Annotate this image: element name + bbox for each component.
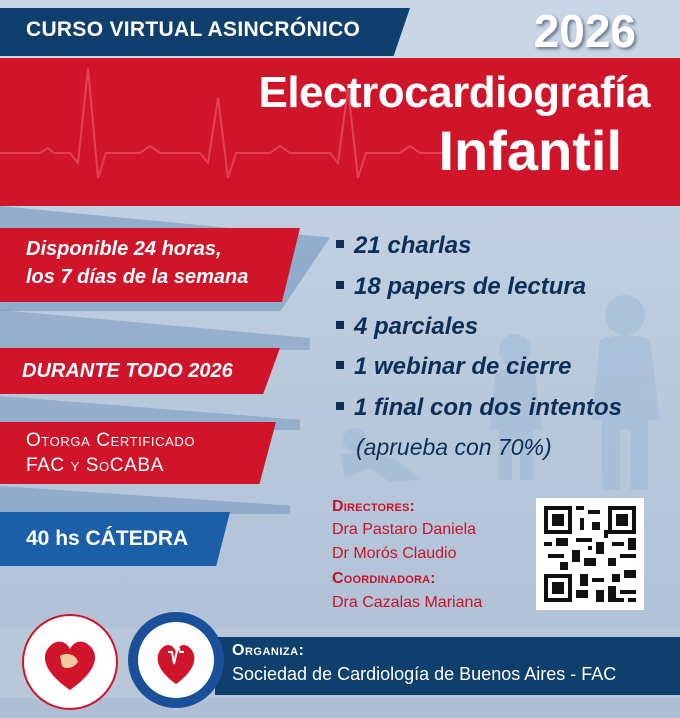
qr-code-icon <box>536 498 644 610</box>
hours-label: 40 hs CÁTEDRA <box>26 527 189 550</box>
bullet-note: (aprueba con 70%) <box>356 434 552 460</box>
coordinator-name: Dra Cazalas Mariana <box>332 594 483 611</box>
bullet-item <box>336 232 471 260</box>
organizer-label: Organiza: <box>232 642 305 659</box>
certificate-line-1: Otorga Certificado <box>26 430 196 451</box>
director-name: Dr Morós Claudio <box>332 545 457 562</box>
directors-label: Directores: <box>332 498 416 515</box>
certificate-line-2: FAC y SoCABA <box>26 455 164 476</box>
duration-label: DURANTE TODO 2026 <box>22 360 233 382</box>
fac-heart-icon <box>128 612 224 708</box>
qr-code[interactable] <box>536 498 644 610</box>
ribbon-shadow <box>0 486 290 514</box>
bullet-text: 21 charlas <box>354 232 472 259</box>
bullet-dot-icon <box>336 361 344 369</box>
title-line-1: Electrocardiografía <box>258 68 650 117</box>
director-name: Dra Pastaro Daniela <box>332 521 477 538</box>
ribbon-shadow <box>0 310 310 350</box>
coordinator-label: Coordinadora: <box>332 570 436 587</box>
bullet-dot-icon <box>336 281 344 289</box>
bullet-dot-icon <box>336 240 344 248</box>
availability-line-1: Disponible 24 horas, <box>26 238 222 260</box>
fac-logo <box>128 612 224 708</box>
bullet-item <box>336 394 622 422</box>
socaba-logo <box>22 614 118 710</box>
organizer-name: Sociedad de Cardiología de Buenos Aires - FAC <box>232 664 617 684</box>
bullet-item <box>336 273 586 301</box>
course-type-label: CURSO VIRTUAL ASINCRÓNICO <box>26 18 361 41</box>
year-label: 2026 <box>533 5 636 57</box>
availability-line-2: los 7 días de la semana <box>26 266 249 288</box>
bullet-text: 18 papers de lectura <box>354 273 587 300</box>
bullet-text: 4 parciales <box>354 313 479 340</box>
bullet-item <box>336 353 571 381</box>
bullet-text: 1 webinar de cierre <box>354 353 572 380</box>
bullet-dot-icon <box>336 321 344 329</box>
bullet-text: 1 final con dos intentos <box>354 394 623 421</box>
socaba-heart-icon <box>24 616 116 708</box>
title-line-2: Infantil <box>438 119 622 182</box>
bullet-dot-icon <box>336 402 344 410</box>
bullet-item <box>336 313 478 341</box>
